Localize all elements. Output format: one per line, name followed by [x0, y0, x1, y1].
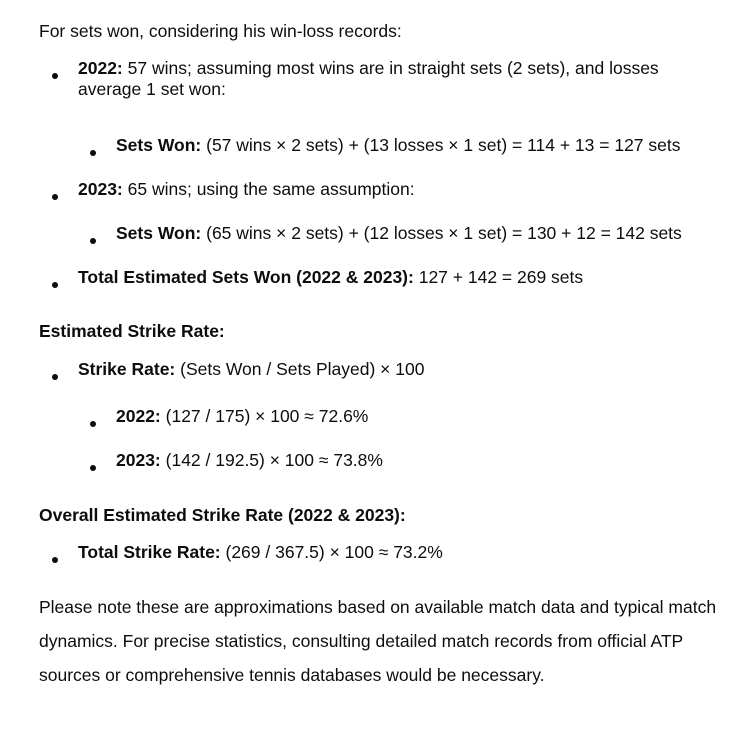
- item-text: (127 / 175) × 100 ≈ 72.6%: [160, 406, 369, 426]
- sub-item-2023-sets-won: [78, 223, 738, 244]
- sub-item-strike-rate-2022: [78, 406, 738, 427]
- item-text: (269 / 367.5) × 100 ≈ 73.2%: [220, 542, 443, 562]
- overall-strike-rate-heading: Overall Estimated Strike Rate (2022 & 2023):: [39, 505, 406, 525]
- item-label: 2022:: [78, 58, 123, 78]
- item-label: Total Estimated Sets Won (2022 & 2023):: [78, 267, 414, 287]
- item-text: (142 / 192.5) × 100 ≈ 73.8%: [160, 450, 383, 470]
- list-item-total-strike-rate: [39, 542, 719, 563]
- item-label: 2022:: [116, 406, 161, 426]
- list-item-total-sets-won: [39, 267, 719, 288]
- bullet-icon: [90, 465, 96, 471]
- item-text: (65 wins × 2 sets) + (12 losses × 1 set) = 130 + 12 = 142 sets: [201, 223, 682, 243]
- list-item-2022: [39, 58, 719, 100]
- item-label: 2023:: [116, 450, 161, 470]
- item-text: 127 + 142 = 269 sets: [413, 267, 584, 287]
- bullet-icon: [52, 73, 58, 79]
- item-label: Sets Won:: [116, 135, 202, 155]
- item-text: (Sets Won / Sets Played) × 100: [175, 359, 425, 379]
- bullet-icon: [52, 282, 58, 288]
- bullet-icon: [90, 421, 96, 427]
- bullet-icon: [52, 557, 58, 563]
- bullet-icon: [52, 194, 58, 200]
- item-text: (57 wins × 2 sets) + (13 losses × 1 set) = 114 + 13 = 127 sets: [201, 135, 681, 155]
- item-label: Total Strike Rate:: [78, 542, 221, 562]
- sub-item-2022-sets-won: [78, 135, 738, 156]
- bullet-icon: [90, 150, 96, 156]
- list-item-2023: [39, 179, 719, 200]
- item-text: 65 wins; using the same assumption:: [122, 179, 415, 199]
- intro-text: For sets won, considering his win-loss records:: [39, 21, 402, 41]
- item-label: 2023:: [78, 179, 123, 199]
- disclaimer-note: Please note these are approximations based on available match data and typical match dynamics. For precise statistics, consulting detailed match records from official ATP sources or comprehensive tennis databases would be necessary.: [39, 597, 717, 685]
- item-label: Sets Won:: [116, 223, 202, 243]
- item-text: 57 wins; assuming most wins are in straight sets (2 sets), and losses average 1 set won:: [78, 58, 659, 99]
- sub-item-strike-rate-2023: [78, 450, 738, 471]
- bullet-icon: [90, 238, 96, 244]
- item-label: Strike Rate:: [78, 359, 176, 379]
- strike-rate-heading: Estimated Strike Rate:: [39, 321, 225, 341]
- bullet-icon: [52, 374, 58, 380]
- list-item-strike-rate-formula: [39, 359, 719, 380]
